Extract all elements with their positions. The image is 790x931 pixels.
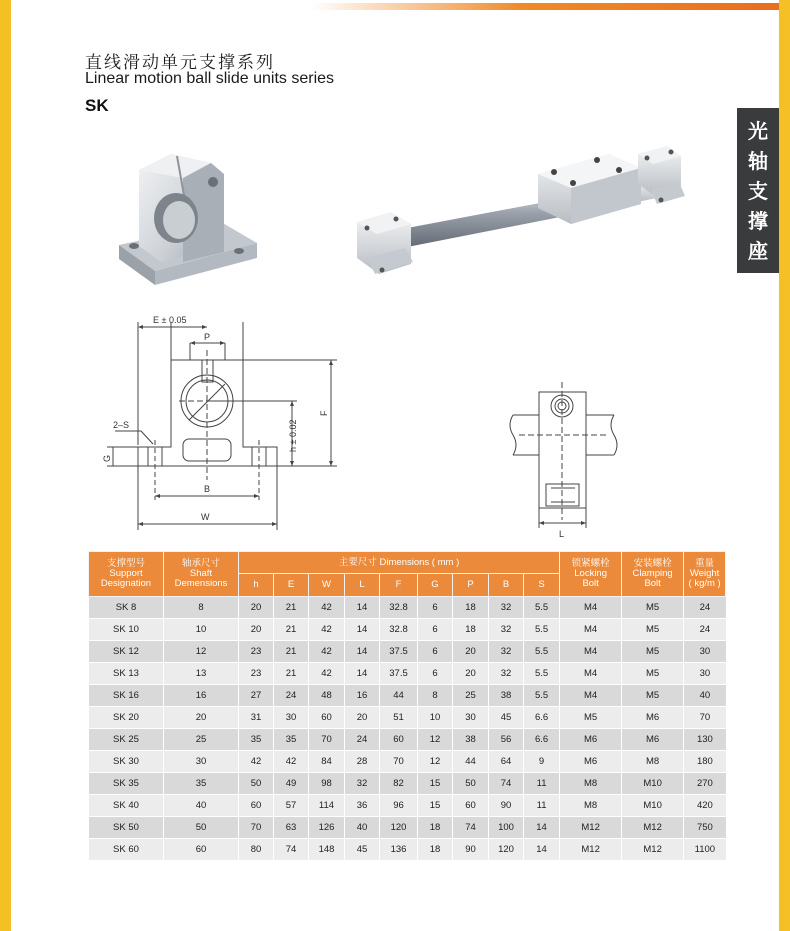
- table-cell: M4: [560, 641, 622, 662]
- table-cell: SK 35: [89, 773, 164, 794]
- table-row: [89, 663, 726, 684]
- table-cell: 40: [684, 685, 726, 706]
- dim-label-e: E ± 0.05: [153, 315, 187, 325]
- table-cell: 16: [164, 685, 239, 706]
- side-tab-char: 光: [748, 118, 768, 143]
- table-cell: 42: [309, 641, 345, 662]
- table-cell: 12: [418, 751, 453, 772]
- table-cell: 44: [380, 685, 418, 706]
- title-english: Linear motion ball slide units series: [85, 70, 335, 87]
- side-tab-char: 轴: [748, 148, 768, 173]
- table-cell: 21: [274, 641, 309, 662]
- table-cell: 60: [309, 707, 345, 728]
- header-dim-col: S: [524, 574, 560, 597]
- table-cell: 270: [684, 773, 726, 794]
- table-cell: 21: [274, 663, 309, 684]
- table-cell: 30: [684, 663, 726, 684]
- table-cell: 74: [274, 839, 309, 860]
- table-cell: 38: [489, 685, 524, 706]
- table-cell: 24: [274, 685, 309, 706]
- table-cell: 18: [453, 597, 489, 619]
- table-cell: 20: [453, 663, 489, 684]
- table-cell: 25: [453, 685, 489, 706]
- rail-assembly-photo: [357, 146, 685, 274]
- table-cell: 10: [418, 707, 453, 728]
- table-cell: 10: [164, 619, 239, 640]
- table-cell: 42: [274, 751, 309, 772]
- table-cell: SK 30: [89, 751, 164, 772]
- table-cell: 14: [345, 619, 380, 640]
- table-cell: 30: [684, 641, 726, 662]
- table-cell: 60: [164, 839, 239, 860]
- table-cell: 11: [524, 795, 560, 816]
- table-cell: 25: [164, 729, 239, 750]
- table-cell: M12: [622, 817, 684, 838]
- table-cell: 60: [380, 729, 418, 750]
- table-cell: 20: [164, 707, 239, 728]
- table-cell: 126: [309, 817, 345, 838]
- table-cell: 49: [274, 773, 309, 794]
- header-weight: 重量 Weight ( kg/m ): [684, 552, 726, 597]
- table-cell: 148: [309, 839, 345, 860]
- table-cell: 15: [418, 795, 453, 816]
- header-dim-col: h: [239, 574, 274, 597]
- table-cell: 51: [380, 707, 418, 728]
- table-cell: SK 40: [89, 795, 164, 816]
- table-cell: M6: [622, 707, 684, 728]
- table-cell: 1100: [684, 839, 726, 860]
- table-cell: 5.5: [524, 663, 560, 684]
- header-dim-col: G: [418, 574, 453, 597]
- table-cell: 63: [274, 817, 309, 838]
- table-cell: M5: [622, 663, 684, 684]
- table-cell: 37.5: [380, 663, 418, 684]
- table-cell: 120: [489, 839, 524, 860]
- table-cell: 32.8: [380, 597, 418, 619]
- table-cell: SK 50: [89, 817, 164, 838]
- table-cell: SK 25: [89, 729, 164, 750]
- table-cell: 20: [453, 641, 489, 662]
- table-cell: 42: [309, 619, 345, 640]
- table-cell: 56: [489, 729, 524, 750]
- table-cell: 12: [164, 641, 239, 662]
- dim-label-g: G: [102, 454, 112, 462]
- spec-table: [88, 551, 726, 860]
- table-cell: 90: [453, 839, 489, 860]
- header-dimensions: 主要尺寸 Dimensions ( mm ): [239, 552, 560, 574]
- table-cell: 35: [164, 773, 239, 794]
- header-dim-col: F: [380, 574, 418, 597]
- table-cell: 48: [309, 685, 345, 706]
- dim-label-l: L: [559, 529, 565, 539]
- table-cell: M4: [560, 663, 622, 684]
- table-row: [89, 729, 726, 750]
- table-cell: M12: [560, 817, 622, 838]
- table-cell: SK 20: [89, 707, 164, 728]
- table-cell: 6: [418, 641, 453, 662]
- table-cell: 15: [418, 773, 453, 794]
- table-cell: 50: [453, 773, 489, 794]
- table-cell: 42: [309, 597, 345, 619]
- catalog-page: [11, 0, 779, 931]
- table-cell: 20: [345, 707, 380, 728]
- table-cell: 100: [489, 817, 524, 838]
- table-row: [89, 707, 726, 728]
- table-cell: 14: [345, 663, 380, 684]
- table-cell: 16: [345, 685, 380, 706]
- table-cell: 32.8: [380, 619, 418, 640]
- side-tab-char: 座: [748, 238, 768, 263]
- table-cell: 11: [524, 773, 560, 794]
- table-cell: 60: [239, 795, 274, 816]
- table-cell: 45: [489, 707, 524, 728]
- table-cell: 6.6: [524, 729, 560, 750]
- table-cell: M6: [560, 729, 622, 750]
- table-row: [89, 795, 726, 816]
- table-cell: 70: [684, 707, 726, 728]
- table-cell: 70: [380, 751, 418, 772]
- table-cell: 21: [274, 619, 309, 640]
- table-cell: 96: [380, 795, 418, 816]
- table-cell: M4: [560, 619, 622, 640]
- table-cell: 6: [418, 663, 453, 684]
- table-cell: SK 10: [89, 619, 164, 640]
- table-cell: 30: [164, 751, 239, 772]
- table-cell: M6: [622, 729, 684, 750]
- table-cell: 70: [239, 817, 274, 838]
- table-cell: 42: [309, 663, 345, 684]
- table-cell: 14: [345, 641, 380, 662]
- spec-table-body: [89, 597, 726, 861]
- table-cell: 32: [489, 663, 524, 684]
- table-cell: 9: [524, 751, 560, 772]
- table-cell: 50: [239, 773, 274, 794]
- table-cell: M5: [622, 619, 684, 640]
- table-cell: M8: [622, 751, 684, 772]
- table-cell: 28: [345, 751, 380, 772]
- table-cell: M10: [622, 773, 684, 794]
- front-view-drawing: [107, 322, 337, 530]
- table-cell: M5: [622, 685, 684, 706]
- table-cell: 14: [524, 839, 560, 860]
- table-cell: M6: [560, 751, 622, 772]
- table-row: [89, 685, 726, 706]
- table-cell: 24: [345, 729, 380, 750]
- table-row: [89, 619, 726, 640]
- table-cell: 32: [489, 641, 524, 662]
- table-cell: 24: [684, 619, 726, 640]
- table-cell: M12: [560, 839, 622, 860]
- table-cell: M8: [560, 795, 622, 816]
- table-cell: 6: [418, 619, 453, 640]
- table-cell: 37.5: [380, 641, 418, 662]
- table-cell: SK 12: [89, 641, 164, 662]
- header-shaft: 轴承尺寸 Shaft Demensions: [164, 552, 239, 597]
- dim-label-h: h ± 0.02: [288, 419, 298, 452]
- table-row: [89, 641, 726, 662]
- table-cell: 21: [274, 597, 309, 619]
- table-cell: 5.5: [524, 619, 560, 640]
- table-cell: 23: [239, 663, 274, 684]
- table-cell: M4: [560, 685, 622, 706]
- table-cell: 8: [164, 597, 239, 619]
- header-clamping-bolt: 安装螺栓 Clamping Bolt: [622, 552, 684, 597]
- header-dim-col: E: [274, 574, 309, 597]
- table-cell: 35: [274, 729, 309, 750]
- table-cell: 750: [684, 817, 726, 838]
- table-cell: 70: [309, 729, 345, 750]
- table-cell: SK 60: [89, 839, 164, 860]
- table-cell: 18: [418, 839, 453, 860]
- table-cell: 420: [684, 795, 726, 816]
- table-cell: SK 13: [89, 663, 164, 684]
- table-cell: 6: [418, 597, 453, 619]
- table-cell: 90: [489, 795, 524, 816]
- header-dim-col: P: [453, 574, 489, 597]
- title-chinese: 直线滑动单元支撑系列: [85, 53, 275, 73]
- table-cell: 24: [684, 597, 726, 619]
- table-cell: 20: [239, 597, 274, 619]
- table-cell: 12: [418, 729, 453, 750]
- table-cell: M10: [622, 795, 684, 816]
- table-cell: 50: [164, 817, 239, 838]
- table-cell: 80: [239, 839, 274, 860]
- table-cell: 14: [345, 597, 380, 619]
- header-dim-col: W: [309, 574, 345, 597]
- table-cell: 32: [489, 619, 524, 640]
- table-cell: 130: [684, 729, 726, 750]
- table-cell: M5: [560, 707, 622, 728]
- header-locking-bolt: 锁紧螺栓 Locking Bolt: [560, 552, 622, 597]
- table-cell: 74: [453, 817, 489, 838]
- table-cell: 18: [453, 619, 489, 640]
- model-label: SK: [85, 96, 109, 115]
- dim-label-p: P: [204, 332, 211, 342]
- table-cell: SK 8: [89, 597, 164, 619]
- side-tab-char: 支: [748, 178, 768, 203]
- table-cell: 38: [453, 729, 489, 750]
- header-dim-col: L: [345, 574, 380, 597]
- table-cell: 32: [345, 773, 380, 794]
- table-cell: 98: [309, 773, 345, 794]
- header-dim-col: B: [489, 574, 524, 597]
- table-cell: 36: [345, 795, 380, 816]
- table-cell: 20: [239, 619, 274, 640]
- table-cell: M5: [622, 597, 684, 619]
- table-cell: 8: [418, 685, 453, 706]
- table-cell: 5.5: [524, 641, 560, 662]
- table-row: [89, 773, 726, 794]
- dim-label-w: W: [201, 512, 210, 522]
- table-cell: 32: [489, 597, 524, 619]
- table-cell: M8: [560, 773, 622, 794]
- table-cell: 42: [239, 751, 274, 772]
- table-cell: 57: [274, 795, 309, 816]
- header-designation: 支撑型号 Support Designation: [89, 552, 164, 597]
- table-cell: 74: [489, 773, 524, 794]
- table-cell: 18: [418, 817, 453, 838]
- table-cell: SK 16: [89, 685, 164, 706]
- table-row: [89, 751, 726, 772]
- table-cell: 6.6: [524, 707, 560, 728]
- table-cell: 40: [345, 817, 380, 838]
- dim-label-b: B: [204, 484, 211, 494]
- table-cell: 31: [239, 707, 274, 728]
- table-cell: 40: [164, 795, 239, 816]
- table-cell: 45: [345, 839, 380, 860]
- table-row: [89, 817, 726, 838]
- table-cell: 5.5: [524, 685, 560, 706]
- table-cell: 136: [380, 839, 418, 860]
- table-cell: 60: [453, 795, 489, 816]
- table-cell: M4: [560, 597, 622, 619]
- table-cell: 27: [239, 685, 274, 706]
- table-cell: 23: [239, 641, 274, 662]
- table-cell: 84: [309, 751, 345, 772]
- dim-label-2s: 2–S: [113, 420, 130, 430]
- table-cell: 30: [274, 707, 309, 728]
- table-cell: 82: [380, 773, 418, 794]
- table-cell: 30: [453, 707, 489, 728]
- side-tab-char: 撑: [748, 208, 768, 233]
- table-cell: 14: [524, 817, 560, 838]
- dim-label-f: F: [319, 410, 329, 416]
- table-cell: M12: [622, 839, 684, 860]
- table-cell: 5.5: [524, 597, 560, 619]
- table-cell: M5: [622, 641, 684, 662]
- table-row: [89, 597, 726, 619]
- table-cell: 64: [489, 751, 524, 772]
- sk-support-photo: [119, 154, 257, 285]
- table-cell: 114: [309, 795, 345, 816]
- table-cell: 35: [239, 729, 274, 750]
- table-cell: 13: [164, 663, 239, 684]
- product-illustrations: [11, 0, 779, 545]
- table-row: [89, 839, 726, 860]
- table-cell: 44: [453, 751, 489, 772]
- table-cell: 120: [380, 817, 418, 838]
- table-cell: 180: [684, 751, 726, 772]
- side-view-drawing: [510, 382, 617, 528]
